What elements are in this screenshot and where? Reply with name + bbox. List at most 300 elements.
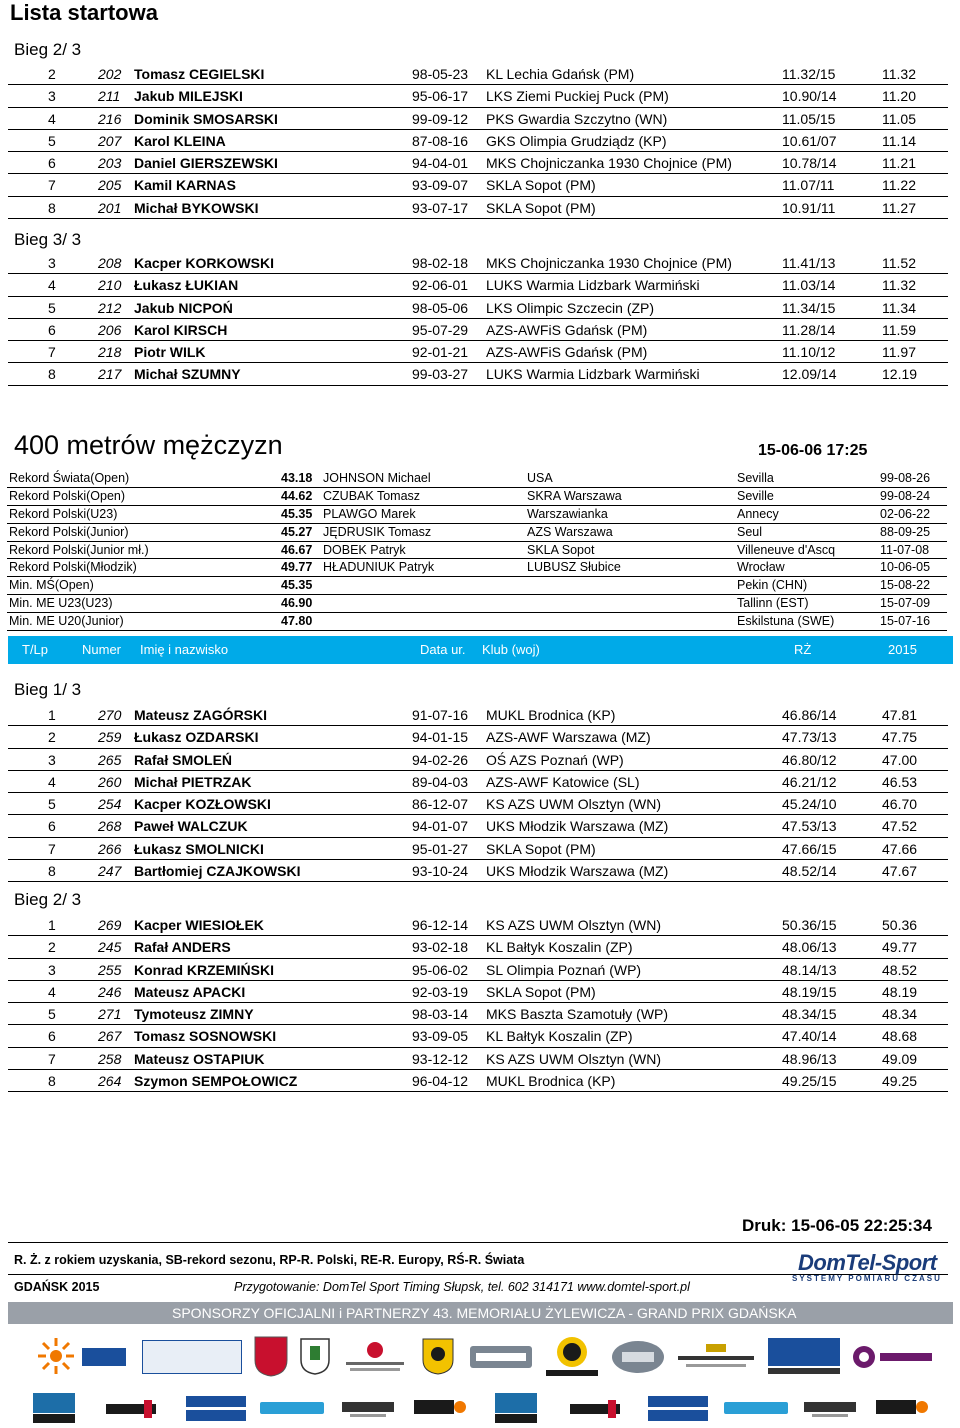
athlete-name: Paweł WALCZUK — [134, 818, 248, 835]
record-holder: PLAWGO Marek — [323, 506, 416, 521]
athlete-name: Karol KLEINA — [134, 132, 226, 149]
birth-date: 98-02-18 — [412, 255, 469, 271]
dziennik-baltycki-logo-2 — [646, 1392, 710, 1424]
club-name: MKS Chojniczanka 1930 Chojnice (PM) — [486, 255, 732, 271]
lane-number: 7 — [48, 1050, 56, 1067]
lane-number: 4 — [48, 983, 56, 1000]
bib-number: 268 — [98, 818, 122, 835]
bib-number: 211 — [98, 88, 121, 105]
birth-date: 95-06-17 — [412, 88, 469, 105]
athlete-name: Jakub MILEJSKI — [134, 88, 243, 105]
record-date: 15-08-22 — [880, 578, 931, 593]
results-table — [8, 63, 948, 219]
birth-date: 98-05-06 — [412, 299, 469, 316]
athlete-name: Bartłomiej CZAJKOWSKI — [134, 863, 301, 880]
season-best: 48.34 — [882, 1006, 918, 1023]
column-header-season: 2015 — [888, 642, 917, 657]
heat-title: Bieg 3/ 3 — [14, 230, 82, 249]
personal-best: 11.28/14 — [782, 321, 836, 338]
personal-best: 48.52/14 — [782, 863, 837, 880]
season-best: 11.14 — [882, 132, 916, 149]
record-date: 11-07-08 — [880, 542, 930, 557]
athlete-name: Rafał ANDERS — [134, 939, 231, 956]
season-best: 11.32 — [882, 277, 916, 294]
prepared-by: Przygotowanie: DomTel Sport Timing Słupsk, tel. 602 314171 www.domtel-sport.pl — [234, 1280, 690, 1294]
printed-timestamp: Druk: 15-06-05 22:25:34 — [742, 1216, 932, 1235]
personal-best: 50.36/15 — [782, 917, 837, 933]
lane-number: 2 — [48, 939, 56, 956]
club-name: LUKS Warmia Lidzbark Warmiński — [486, 366, 700, 383]
record-team: SKLA Sopot — [527, 542, 595, 557]
heat-title: Bieg 2/ 3 — [14, 40, 82, 59]
birth-date: 99-09-12 — [412, 110, 469, 127]
club-name: SKLA Sopot (PM) — [486, 983, 596, 1000]
record-holder: JOHNSON Michael — [323, 471, 431, 485]
lane-number: 8 — [48, 366, 56, 383]
personal-best: 11.34/15 — [782, 299, 836, 316]
record-city: Tallinn (EST) — [737, 596, 809, 611]
bib-number: 207 — [98, 132, 122, 149]
bib-number: 265 — [98, 751, 122, 768]
domtel-logo — [786, 1250, 946, 1286]
club-name: LKS Olimpic Szczecin (ZP) — [486, 299, 655, 316]
record-holder: CZUBAK Tomasz — [323, 488, 421, 503]
athlete-name: Tomasz SOSNOWSKI — [134, 1028, 277, 1045]
birth-date: 93-09-07 — [412, 177, 469, 194]
season-best: 47.00 — [882, 751, 918, 768]
season-best: 46.53 — [882, 773, 918, 790]
season-best: 47.52 — [882, 818, 918, 835]
personal-best: 48.06/13 — [782, 939, 837, 956]
bib-number: 255 — [98, 961, 122, 978]
season-best: 11.21 — [882, 155, 916, 172]
record-row — [7, 542, 947, 560]
birth-date: 93-12-12 — [412, 1050, 469, 1067]
athlete-name: Szymon SEMPOŁOWICZ — [134, 1073, 298, 1090]
birth-date: 95-01-27 — [412, 840, 469, 857]
bib-number: 208 — [98, 255, 122, 271]
athlete-name: Piotr WILK — [134, 344, 206, 361]
record-team: USA — [527, 471, 553, 485]
event-datetime: 15-06-06 17:25 — [758, 442, 868, 459]
athlete-name: Dominik SMOSARSKI — [134, 110, 278, 127]
event-title: 400 metrów mężczyzn — [14, 430, 283, 460]
personal-best: 11.41/13 — [782, 255, 836, 271]
record-holder: DOBEK Patryk — [323, 542, 406, 557]
personal-best: 10.91/11 — [782, 199, 836, 216]
personal-best: 45.24/10 — [782, 796, 837, 813]
table-row — [8, 363, 948, 385]
birth-date: 96-12-14 — [412, 917, 469, 933]
lane-number: 1 — [48, 917, 56, 933]
table-row — [8, 815, 948, 837]
club-name: KL Lechia Gdańsk (PM) — [486, 66, 635, 82]
season-best: 47.75 — [882, 729, 918, 746]
bib-number: 267 — [98, 1028, 122, 1045]
column-header-pos: T/Lp — [22, 642, 49, 657]
bib-number: 217 — [98, 366, 122, 383]
club-name: SKLA Sopot (PM) — [486, 199, 596, 216]
lane-number: 5 — [48, 132, 56, 149]
record-time: 44.62 — [281, 488, 313, 503]
record-time: 46.67 — [281, 542, 313, 557]
lane-number: 4 — [48, 110, 56, 127]
table-row — [8, 108, 948, 130]
dziennik-baltycki-logo — [184, 1392, 248, 1424]
record-time: 46.90 — [281, 596, 313, 611]
heat-title: Bieg 2/ 3 — [14, 890, 82, 909]
season-best: 48.19 — [882, 983, 918, 1000]
athlete-name: Mateusz ZAGÓRSKI — [134, 707, 268, 723]
athlete-name: Karol KIRSCH — [134, 321, 228, 338]
season-best: 11.22 — [882, 177, 916, 194]
record-type: Rekord Polski(Młodzik) — [9, 560, 137, 575]
athlete-name: Konrad KRZEMIŃSKI — [134, 961, 274, 978]
birth-date: 94-01-07 — [412, 818, 469, 835]
athlete-name: Łukasz SMOLNICKI — [134, 840, 264, 857]
sponsors-banner: SPONSORZY OFICJALNI i PARTNERZY 43. MEMORIAŁU ŻYLEWICZA - GRAND PRIX GDAŃSKA — [8, 1302, 953, 1324]
table-row — [8, 1070, 948, 1092]
bib-number: 210 — [98, 277, 122, 294]
table-row — [8, 341, 948, 363]
radio-gdansk-logo — [104, 1398, 158, 1420]
bib-number: 271 — [98, 1006, 122, 1023]
personal-best: 11.03/14 — [782, 277, 836, 294]
bib-number: 201 — [98, 199, 122, 216]
club-name: MUKL Brodnica (KP) — [486, 1073, 616, 1090]
column-header-bar — [8, 636, 953, 664]
athlete-name: Tomasz CEGIELSKI — [134, 66, 265, 82]
coltex-logo — [850, 1342, 936, 1372]
bib-number: 246 — [98, 983, 122, 1000]
club-name: LKS Ziemi Puckiej Puck (PM) — [486, 88, 669, 105]
record-team: SKRA Warszawa — [527, 488, 622, 503]
season-best: 49.25 — [882, 1073, 918, 1090]
personal-best: 11.10/12 — [782, 344, 836, 361]
lane-number: 5 — [48, 1006, 56, 1023]
club-name: MKS Baszta Szamotuły (WP) — [486, 1006, 669, 1023]
wss-logo — [766, 1336, 842, 1376]
personal-best: 47.73/13 — [782, 729, 837, 746]
lane-number: 2 — [48, 729, 56, 746]
personal-best: 10.61/07 — [782, 132, 837, 149]
lane-number: 7 — [48, 177, 56, 194]
table-row — [8, 1003, 948, 1025]
typ-gdansk-logo — [32, 1392, 76, 1424]
record-type: Rekord Polski(Junior mł.) — [9, 542, 149, 557]
athlete-name: Michał BYKOWSKI — [134, 199, 259, 216]
lane-number: 5 — [48, 796, 56, 813]
club-name: AZS-AWFiS Gdańsk (PM) — [486, 344, 648, 361]
bib-number: 202 — [98, 66, 122, 82]
birth-date: 93-07-17 — [412, 199, 469, 216]
results-table — [8, 704, 948, 882]
season-best: 11.27 — [882, 199, 916, 216]
together-logo — [340, 1394, 396, 1422]
table-row — [8, 936, 948, 958]
birth-date: 98-05-23 — [412, 66, 469, 82]
lane-number: 2 — [48, 66, 56, 82]
record-type: Rekord Świata(Open) — [9, 471, 130, 485]
record-team: LUBUSZ Słubice — [527, 560, 621, 575]
season-best: 11.34 — [882, 299, 916, 316]
record-time: 45.35 — [281, 506, 313, 521]
column-header-bib: Numer — [82, 642, 122, 657]
fundusz-logo — [142, 1340, 242, 1374]
record-row — [7, 524, 947, 542]
record-holder: HŁADUNIUK Patryk — [323, 560, 435, 575]
record-date: 10-06-05 — [880, 560, 931, 575]
record-time: 45.27 — [281, 524, 313, 539]
record-type: Rekord Polski(Junior) — [9, 524, 129, 539]
record-row — [7, 488, 947, 506]
table-row — [8, 197, 948, 219]
table-row — [8, 85, 948, 107]
bib-number: 258 — [98, 1050, 122, 1067]
lane-number: 3 — [48, 255, 56, 271]
club-name: SL Olimpia Poznań (WP) — [486, 961, 642, 978]
lane-number: 6 — [48, 321, 56, 338]
record-row — [7, 506, 947, 524]
bib-number: 203 — [98, 155, 122, 172]
bib-number: 245 — [98, 939, 122, 956]
together-logo-2 — [802, 1394, 858, 1422]
lane-number: 8 — [48, 863, 56, 880]
legend-text: R. Ż. z rokiem uzyskania, SB-rekord sezonu, RP-R. Polski, RE-R. Europy, RŚ-R. Świata — [14, 1253, 525, 1267]
radio-gdansk-logo-2 — [568, 1398, 622, 1420]
table-row — [8, 838, 948, 860]
athlete-name: Daniel GIERSZEWSKI — [134, 155, 278, 172]
birth-date: 94-02-26 — [412, 751, 469, 768]
athlete-name: Rafał SMOLEŃ — [134, 751, 233, 768]
bib-number: 266 — [98, 840, 122, 857]
season-best: 48.68 — [882, 1028, 918, 1045]
results-table — [8, 252, 948, 386]
birth-date: 99-03-27 — [412, 366, 469, 383]
birth-date: 92-01-21 — [412, 344, 469, 361]
table-row — [8, 749, 948, 771]
birth-date: 93-09-05 — [412, 1028, 469, 1045]
column-header-dob: Data ur. — [420, 642, 466, 657]
table-row — [8, 63, 948, 85]
table-row — [8, 252, 948, 274]
personal-best: 10.78/14 — [782, 155, 837, 172]
season-best: 50.36 — [882, 917, 918, 933]
season-best: 12.19 — [882, 366, 918, 383]
lane-number: 3 — [48, 961, 56, 978]
table-row — [8, 771, 948, 793]
record-date: 15-07-16 — [880, 614, 931, 629]
personal-best: 48.19/15 — [782, 983, 837, 1000]
birth-date: 89-04-03 — [412, 773, 469, 790]
record-type: Min. ME U20(Junior) — [9, 614, 124, 629]
club-name: KL Bałtyk Koszalin (ZP) — [486, 1028, 633, 1045]
birth-date: 93-02-18 — [412, 939, 469, 956]
heat-title: Bieg 1/ 3 — [14, 680, 82, 699]
athlete-name: Kacper KOZŁOWSKI — [134, 796, 271, 813]
table-row — [8, 319, 948, 341]
lane-number: 7 — [48, 344, 56, 361]
page-title: Lista startowa — [10, 0, 158, 25]
lane-number: 6 — [48, 818, 56, 835]
athlete-name: Michał PIETRZAK — [134, 773, 252, 790]
record-team: AZS Warszawa — [527, 524, 613, 539]
birth-date: 92-06-01 — [412, 277, 469, 294]
athlete-name: Tymoteusz ZIMNY — [134, 1006, 254, 1023]
personal-best: 11.07/11 — [782, 177, 835, 194]
table-row — [8, 793, 948, 815]
record-city: Annecy — [737, 506, 779, 521]
personal-best: 12.09/14 — [782, 366, 837, 383]
naftoport-logo — [468, 1340, 534, 1374]
bib-number: 270 — [98, 707, 122, 723]
personal-best: 47.66/15 — [782, 840, 837, 857]
record-date: 88-09-25 — [880, 524, 931, 539]
bib-number: 269 — [98, 917, 122, 933]
personal-best: 11.32/15 — [782, 66, 836, 82]
bib-number: 205 — [98, 177, 122, 194]
club-name: UKS Młodzik Warszawa (MZ) — [486, 863, 669, 880]
season-best: 11.32 — [882, 66, 916, 82]
record-type: Rekord Polski(U23) — [9, 506, 118, 521]
record-time: 45.35 — [281, 578, 313, 593]
lane-number: 3 — [48, 751, 56, 768]
season-best: 47.66 — [882, 840, 918, 857]
record-team: Warszawianka — [527, 506, 608, 521]
season-best: 47.67 — [882, 863, 918, 880]
personal-best: 10.90/14 — [782, 88, 837, 105]
personal-best: 47.53/13 — [782, 818, 837, 835]
pomorskie-logo — [420, 1336, 456, 1376]
znajdz-to-logo-2 — [874, 1392, 930, 1424]
birth-date: 92-03-19 — [412, 983, 469, 1000]
record-date: 15-07-09 — [880, 596, 931, 611]
birth-date: 93-10-24 — [412, 863, 469, 880]
lane-number: 6 — [48, 1028, 56, 1045]
club-name: GKS Olimpia Grudziądz (KP) — [486, 132, 667, 149]
rockfin-logo — [540, 1334, 604, 1378]
season-best: 11.59 — [882, 321, 916, 338]
club-name: MUKL Brodnica (KP) — [486, 707, 616, 723]
club-name: SKLA Sopot (PM) — [486, 177, 596, 194]
bib-number: 254 — [98, 796, 122, 813]
brand-tagline: SYSTEMY POMIARU CZASU — [792, 1274, 942, 1283]
record-row — [7, 595, 947, 613]
bib-number: 264 — [98, 1073, 122, 1090]
lane-number: 3 — [48, 88, 56, 105]
club-name: OŚ AZS Poznań (WP) — [486, 751, 624, 768]
divider — [8, 1242, 948, 1243]
table-row — [8, 1025, 948, 1047]
table-row — [8, 981, 948, 1003]
club-name: AZS-AWF Katowice (SL) — [486, 773, 640, 790]
record-row — [7, 613, 947, 631]
athlete-name: Mateusz APACKI — [134, 983, 246, 1000]
lane-number: 6 — [48, 155, 56, 172]
club-name: MKS Chojniczanka 1930 Chojnice (PM) — [486, 155, 732, 172]
record-city: Seul — [737, 524, 763, 539]
record-city: Villeneuve d'Ascq — [737, 542, 836, 557]
club-name: PKS Gwardia Szczytno (WN) — [486, 110, 668, 127]
record-time: 43.18 — [281, 471, 313, 485]
trojmiasto-logo-2 — [722, 1396, 790, 1420]
club-name: KL Bałtyk Koszalin (ZP) — [486, 939, 633, 956]
record-row — [7, 577, 947, 595]
bib-number: 218 — [98, 344, 122, 361]
table-row — [8, 297, 948, 319]
season-best: 46.70 — [882, 796, 918, 813]
brand-logo-text: DomTel-Sport — [798, 1250, 937, 1275]
records-table — [7, 470, 947, 631]
prezydent-logo — [340, 1340, 410, 1374]
birth-date: 95-06-02 — [412, 961, 469, 978]
birth-date: 91-07-16 — [412, 707, 469, 723]
lane-number: 4 — [48, 277, 56, 294]
bib-number: 212 — [98, 299, 122, 316]
table-row — [8, 914, 948, 936]
lane-number: 4 — [48, 773, 56, 790]
table-row — [8, 152, 948, 174]
znajdz-to-logo — [412, 1392, 468, 1424]
record-date: 02-06-22 — [880, 506, 931, 521]
results-table — [8, 914, 948, 1092]
club-name: LUKS Warmia Lidzbark Warmiński — [486, 277, 700, 294]
column-header-rz: RŻ — [794, 642, 812, 657]
personal-best: 48.14/13 — [782, 961, 837, 978]
season-best: 49.09 — [882, 1050, 918, 1067]
season-best: 11.05 — [882, 110, 916, 127]
athlete-name: Jakub NICPOŃ — [134, 299, 233, 316]
record-city: Pekin (CHN) — [737, 578, 808, 593]
bib-number: 247 — [98, 863, 122, 880]
birth-date: 94-01-15 — [412, 729, 469, 746]
trojmiasto-logo — [258, 1396, 326, 1420]
lane-number: 8 — [48, 199, 56, 216]
club-name: AZS-AWF Warszawa (MZ) — [486, 729, 651, 746]
lane-number: 8 — [48, 1073, 56, 1090]
season-best: 47.81 — [882, 707, 918, 723]
table-row — [8, 130, 948, 152]
record-holder: JĘDRUSIK Tomasz — [323, 524, 432, 539]
record-city: Wrocław — [737, 560, 785, 575]
personal-best: 46.86/14 — [782, 707, 837, 723]
lane-number: 1 — [48, 707, 56, 723]
athlete-name: Kacper KORKOWSKI — [134, 255, 275, 271]
record-city: Eskilstuna (SWE) — [737, 614, 835, 629]
personal-best: 11.05/15 — [782, 110, 836, 127]
lane-number: 5 — [48, 299, 56, 316]
record-time: 49.77 — [281, 560, 313, 575]
birth-date: 86-12-07 — [412, 796, 469, 813]
gdansk-logo — [252, 1334, 290, 1378]
athlete-name: Łukasz ŁUKIAN — [134, 277, 239, 294]
mag-logo — [676, 1342, 756, 1372]
table-row — [8, 174, 948, 196]
athlete-name: Mateusz OSTAPIUK — [134, 1050, 265, 1067]
bib-number: 216 — [98, 110, 122, 127]
column-header-club: Klub (woj) — [482, 642, 540, 657]
edf-logo — [34, 1334, 130, 1378]
bib-number: 206 — [98, 321, 122, 338]
lane-number: 7 — [48, 840, 56, 857]
bib-number: 259 — [98, 729, 122, 746]
athlete-name: Kamil KARNAS — [134, 177, 236, 194]
bib-number: 260 — [98, 773, 122, 790]
athlete-name: Łukasz OZDARSKI — [134, 729, 259, 746]
season-best: 11.97 — [882, 344, 916, 361]
personal-best: 46.21/12 — [782, 773, 837, 790]
record-row — [7, 559, 947, 577]
